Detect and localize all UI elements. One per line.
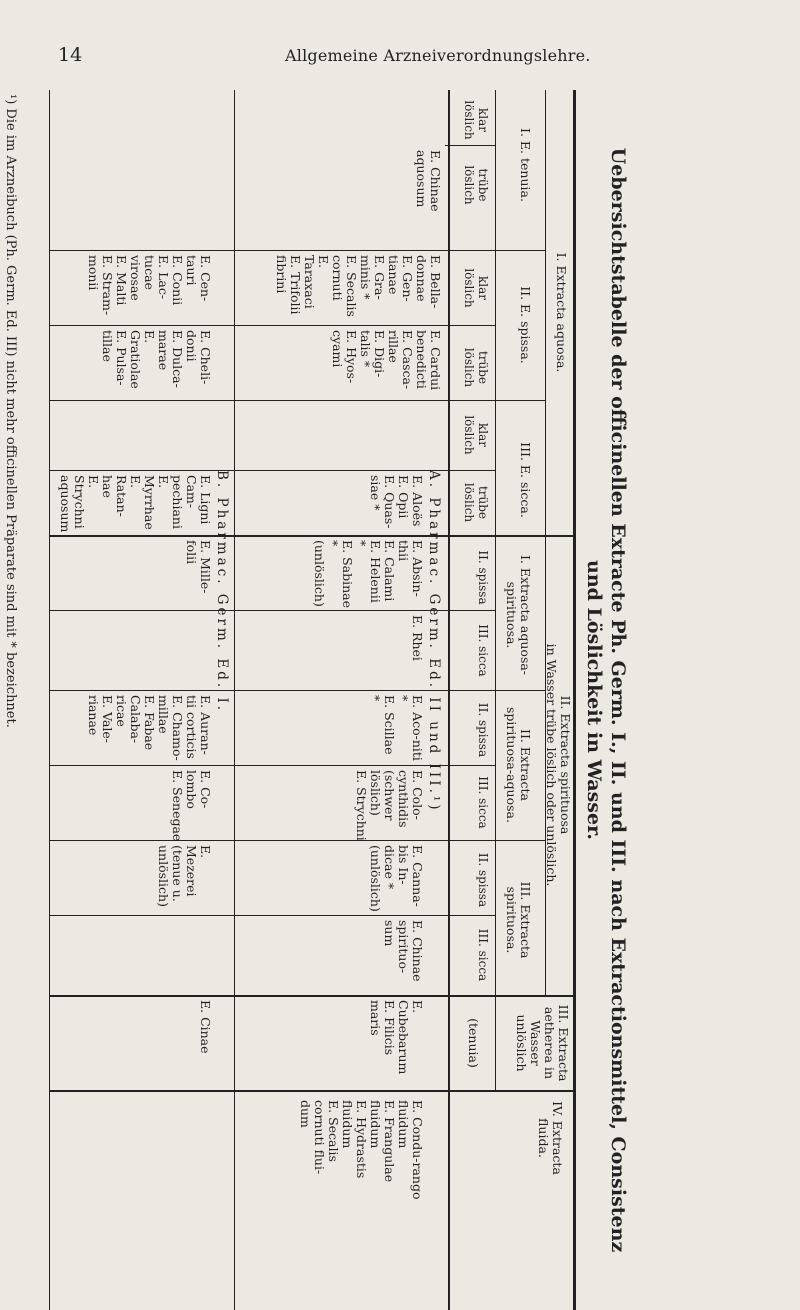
list-item: E. Fabae Calaba-ricae [114,695,157,751]
list-item: E. Hyos-cyami [330,330,359,384]
rule-body-6 [50,915,445,916]
rule-col-4 [445,610,496,611]
list-item: E. Chinae spirituo-sum [382,920,425,982]
section-a-label: A. Pharmac. Germ. Ed. II und III.¹) [426,470,442,813]
list-item: E. Cubebarum [396,1000,425,1075]
rule-subgroups [495,90,496,1090]
list-item: E. Filicis maris [368,1000,397,1056]
group-aetherea: III. Extracta aetherea in Wasser unlöslich [514,1004,571,1082]
list-item: E. Hydrastis fluidum [340,1100,369,1179]
list-item: E. Helenii * [354,540,383,603]
subgroup-spissa: II. E. spissa. [518,286,533,364]
list-item: E. Cen-tauri [184,255,213,302]
rule-sub-1 [50,250,546,251]
list-item: E. Lac-tucae virosae [128,255,171,301]
a-cell-c6 [368,475,424,533]
list-item: E. Ligni Cam-pechiani [170,475,213,529]
list-item: E. Mezerei (tenue u. unlöslich) [156,845,213,907]
subgroup-spir-aq: II. Extracta spirituosa-aquosa. [504,707,533,823]
list-item: E. Stram-monii [86,255,115,316]
col-spissa-3: II. spissa [476,852,490,908]
col-spissa-1: II. spissa [476,550,490,605]
rotated-table-page [0,90,630,1310]
rule-group-aeth [50,995,575,997]
subgroup-tenuia: I. E. tenuia. [518,128,533,202]
list-item: E. Ratan-hae [100,475,143,517]
rule-sub-4 [50,840,546,841]
a-cell-c4 [330,330,442,396]
col-sicca-3: III. sicca [476,928,490,982]
footnote: ¹) Die im Arzneibuch (Ph. Germ. Ed. III) nicht mehr officinellen Präparate sind mit * bezeichnet. [3,94,18,728]
running-title: Allgemeine Arzneiverordnungslehre. [285,46,591,65]
rule-sub-2 [50,400,546,401]
list-item: E. Myrrhae [142,475,171,530]
rule-sub-3 [50,690,546,691]
list-item: E. Taraxaci [302,255,331,309]
rule-col-1 [445,145,496,146]
subgroup-sicca: III. E. sicca. [518,442,533,518]
list-item: E. Frangulae fluidum [368,1100,397,1183]
group-aquosa: I. Extracta aquosa. [554,252,569,373]
a-cell-c1 [414,150,442,225]
list-item: E. Condu-rango fluidum [396,1100,425,1200]
list-item: E. Bella-donnae [414,255,443,309]
list-item: E. Cheli-donii [184,330,213,385]
rule-group-fluida [50,1090,575,1092]
b-cell-c3 [86,255,212,321]
list-item: E. Absin-thii [396,540,425,597]
a-cell-c8 [410,615,424,687]
col-truebe-2: trübe löslich [462,347,490,388]
list-item: E. Opii [396,475,411,519]
rule-bottom [49,90,50,1310]
rule-group-aq [50,535,575,537]
list-item: E. Gratiolae [128,330,157,389]
rule-body-4 [50,610,445,611]
group-fluida: IV. Extracta fluida. [536,1101,565,1175]
list-item: E. Digi-talis * [358,330,387,378]
a-cell-c14 [298,1100,424,1200]
list-item: E. Conii [170,255,185,306]
col-klar-2: klar löslich [462,268,490,308]
rule-body-3 [50,470,445,471]
list-item: E. Senegae [170,770,185,842]
list-item: E. Casca-rillae [386,330,415,390]
rule-col-2 [445,325,496,326]
list-item: E. Dulca-marae [156,330,185,388]
list-item: E. Malti [114,255,129,306]
col-klar-3: klar löslich [462,415,490,455]
list-item: E. Auran-tii corticis [184,695,213,759]
a-cell-c7 [312,540,424,608]
subgroup-spir: III. Extracta spirituosa. [504,881,533,959]
col-truebe-1: trübe löslich [462,165,490,205]
subgroup-tenuia-paren: (tenuia) [466,1018,481,1068]
col-klar-1: klar löslich [462,100,490,140]
list-item: E. Scillae * [368,695,397,755]
col-sicca-2: III. sicca [476,776,490,829]
b-cell-c4 [100,330,212,396]
rule-col-6 [445,915,496,916]
list-item: E. Sabinae * (unlöslich) [312,540,355,608]
section-b-label: B. Pharmac. Germ. Ed. I. [214,470,230,714]
rule-body-2 [50,325,445,326]
list-item: E. Gra-minis * [358,255,387,300]
b-cell-c9 [86,695,212,763]
group-spirituosa: II. Extracta spirituosa [558,695,573,835]
a-cell-c13 [368,1000,424,1088]
subgroup-aq-spir: I. Extracta aquosa-spirituosa. [504,554,533,676]
list-item: E. Canna-bis In-dicae * (unlöslich) [368,845,425,912]
list-item: E. Aco-niti * [396,695,425,761]
b-cell-c10 [170,770,212,842]
list-item: E. Secalis cornuti [330,255,359,317]
rule-col-3 [445,470,496,471]
list-item: E. Cardui benedicti [414,330,443,391]
table-title-line2: und Löslichkeit in Wasser. [583,560,605,840]
group-spirituosa-sub: in Wasser trübe löslich oder unlöslich. [544,643,559,887]
a-cell-c10 [354,770,424,842]
list-item: E. Rhei [410,615,425,661]
rule-body-5 [50,765,445,766]
b-cell-c13 [198,1000,212,1088]
rule-col-5 [445,765,496,766]
b-cell-c11 [156,845,212,913]
a-cell-c12 [382,920,424,992]
b-cell-c6 [58,475,212,533]
list-item: E. Aloës [410,475,425,527]
extract-table [0,90,630,1310]
page-number: 14 [58,44,83,66]
list-item: E. Mille-folii [184,540,213,594]
col-truebe-3: trübe löslich [462,482,490,523]
table-title-line1: Uebersichtstabelle der officinellen Extracte Ph. Germ. I., II. und III. nach Extractionsmittel, Consistenz [607,147,629,1253]
list-item: E. Pulsa-tillae [100,330,129,386]
list-item: E. Chinae aquosum [414,150,443,212]
rule-top [573,90,576,1310]
list-item: E. Gen-tianae [386,255,415,302]
col-spissa-2: II. spissa [476,702,490,758]
list-item: E. Strychni aquosum [58,475,101,533]
list-item: E. Colo-cynthidis (schwer löslich) [368,770,425,828]
list-item: E. Co-lombo [184,770,213,809]
col-sicca-1: III. sicca [476,624,490,677]
list-item: E. Secalis cornuti flui-dum [298,1100,341,1175]
rule-columns [448,90,450,1310]
rule-section-b [234,90,235,1310]
a-cell-c11 [368,845,424,913]
list-item: E. Calami [382,540,397,602]
list-item: E. Quas-siae * [368,475,397,529]
list-item: E. Strychni [354,770,369,841]
a-cell-c9 [368,695,424,763]
list-item: E. Vale-rianae [86,695,115,744]
a-cell-c3 [274,255,442,321]
list-item: E. Trifolii fibrini [274,255,303,315]
list-item: E. Chamo-millae [156,695,185,761]
b-cell-c7 [184,540,212,608]
list-item: E. Cinae [198,1000,213,1054]
